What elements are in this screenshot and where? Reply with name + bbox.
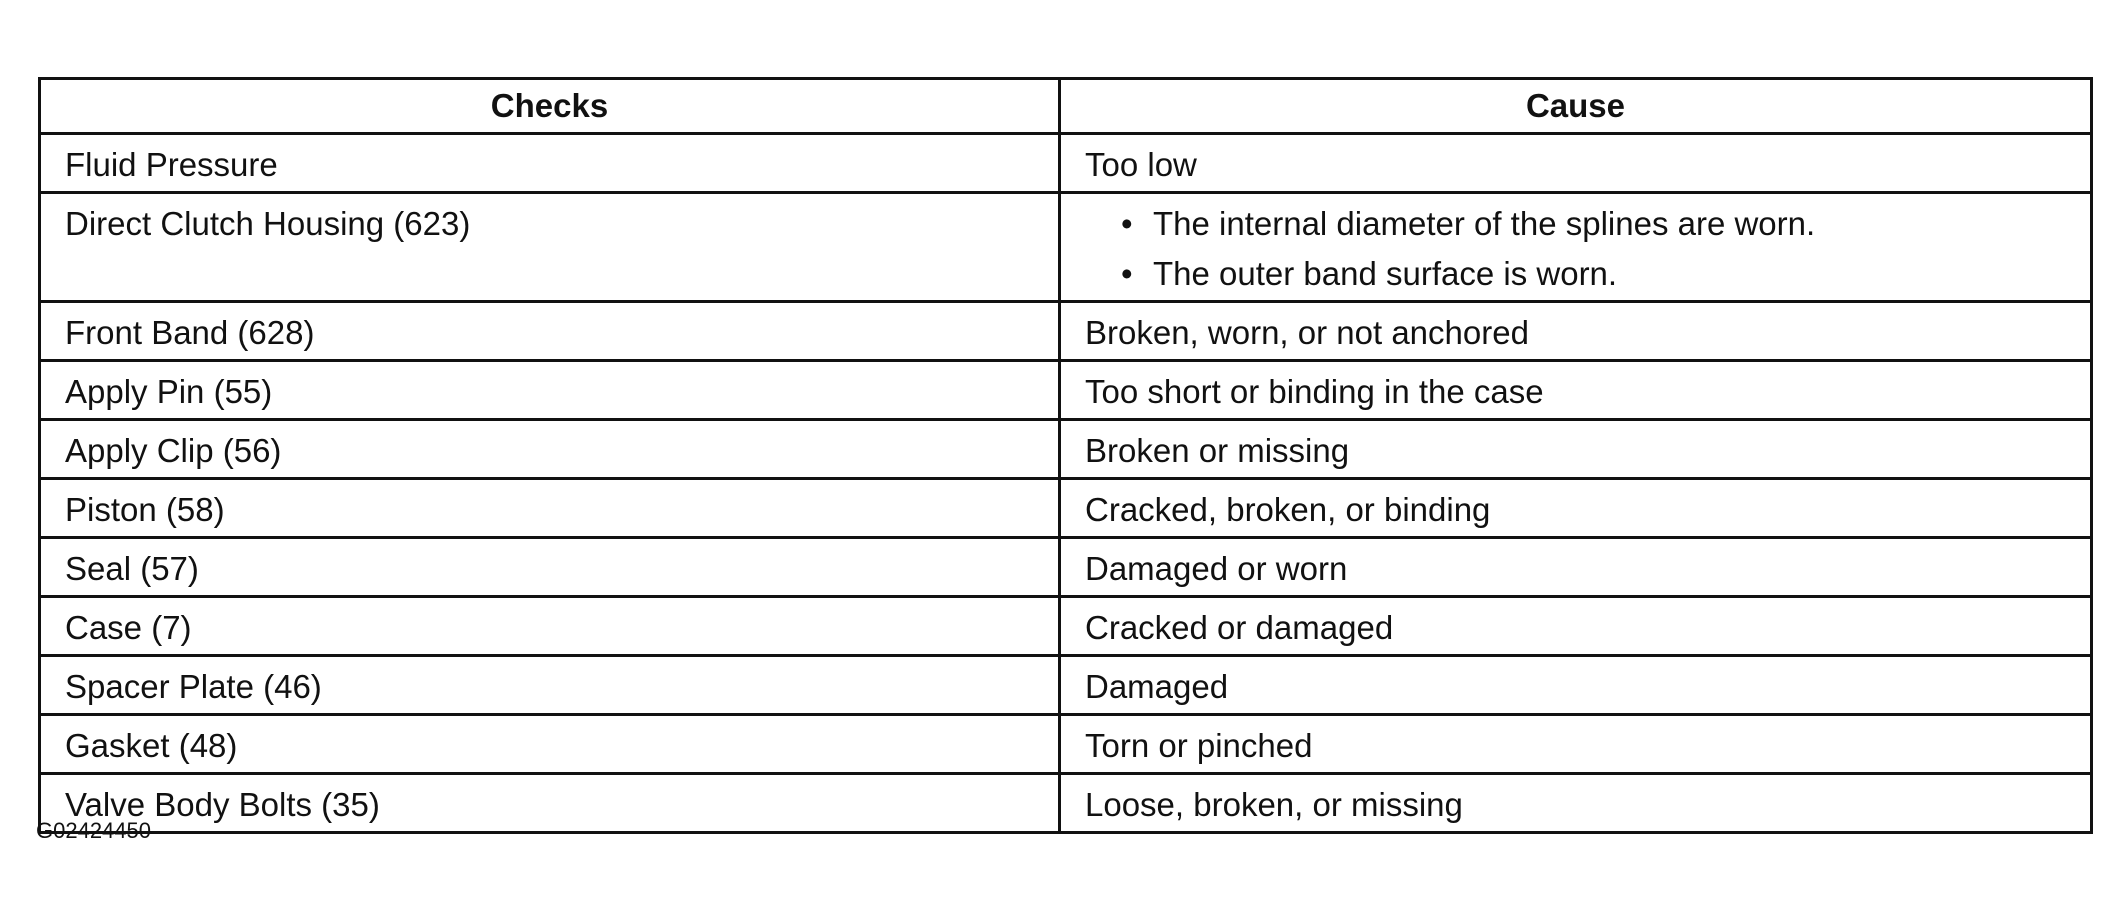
check-cell: Valve Body Bolts (35) [40,774,1060,833]
column-header-checks: Checks [40,79,1060,134]
cause-bullet-list [1085,204,2066,294]
table-row [40,361,2092,420]
diagnosis-table [38,77,2093,834]
check-cell: Spacer Plate (46) [40,656,1060,715]
table-row [40,656,2092,715]
table-row [40,538,2092,597]
check-cell: Seal (57) [40,538,1060,597]
column-header-cause: Cause [1060,79,2092,134]
check-cell: Fluid Pressure [40,134,1060,193]
cause-cell: Loose, broken, or missing [1060,774,2092,833]
check-cell: Case (7) [40,597,1060,656]
cause-cell: Broken, worn, or not anchored [1060,302,2092,361]
cause-cell: Cracked or damaged [1060,597,2092,656]
table-row [40,479,2092,538]
table-row [40,302,2092,361]
cause-cell: Damaged [1060,656,2092,715]
table-row [40,715,2092,774]
check-cell: Apply Pin (55) [40,361,1060,420]
diagnosis-table-container [38,77,2090,834]
table-header-row [40,79,2092,134]
check-cell: Piston (58) [40,479,1060,538]
table-row [40,597,2092,656]
table-row [40,420,2092,479]
cause-cell: Cracked, broken, or binding [1060,479,2092,538]
cause-cell [1060,193,2092,302]
table-body [40,134,2092,833]
table-row [40,774,2092,833]
cause-cell: Torn or pinched [1060,715,2092,774]
check-cell: Front Band (628) [40,302,1060,361]
check-cell: Direct Clutch Housing (623) [40,193,1060,302]
table-row [40,134,2092,193]
cause-cell: Too short or binding in the case [1060,361,2092,420]
cause-cell: Too low [1060,134,2092,193]
figure-id: G02424450 [36,818,151,843]
check-cell: Apply Clip (56) [40,420,1060,479]
cause-cell: Damaged or worn [1060,538,2092,597]
cause-bullet-item: • The internal diameter of the splines are worn. [1121,204,2066,244]
table-row [40,193,2092,302]
cause-cell: Broken or missing [1060,420,2092,479]
cause-bullet-item: • The outer band surface is worn. [1121,254,2066,294]
check-cell: Gasket (48) [40,715,1060,774]
